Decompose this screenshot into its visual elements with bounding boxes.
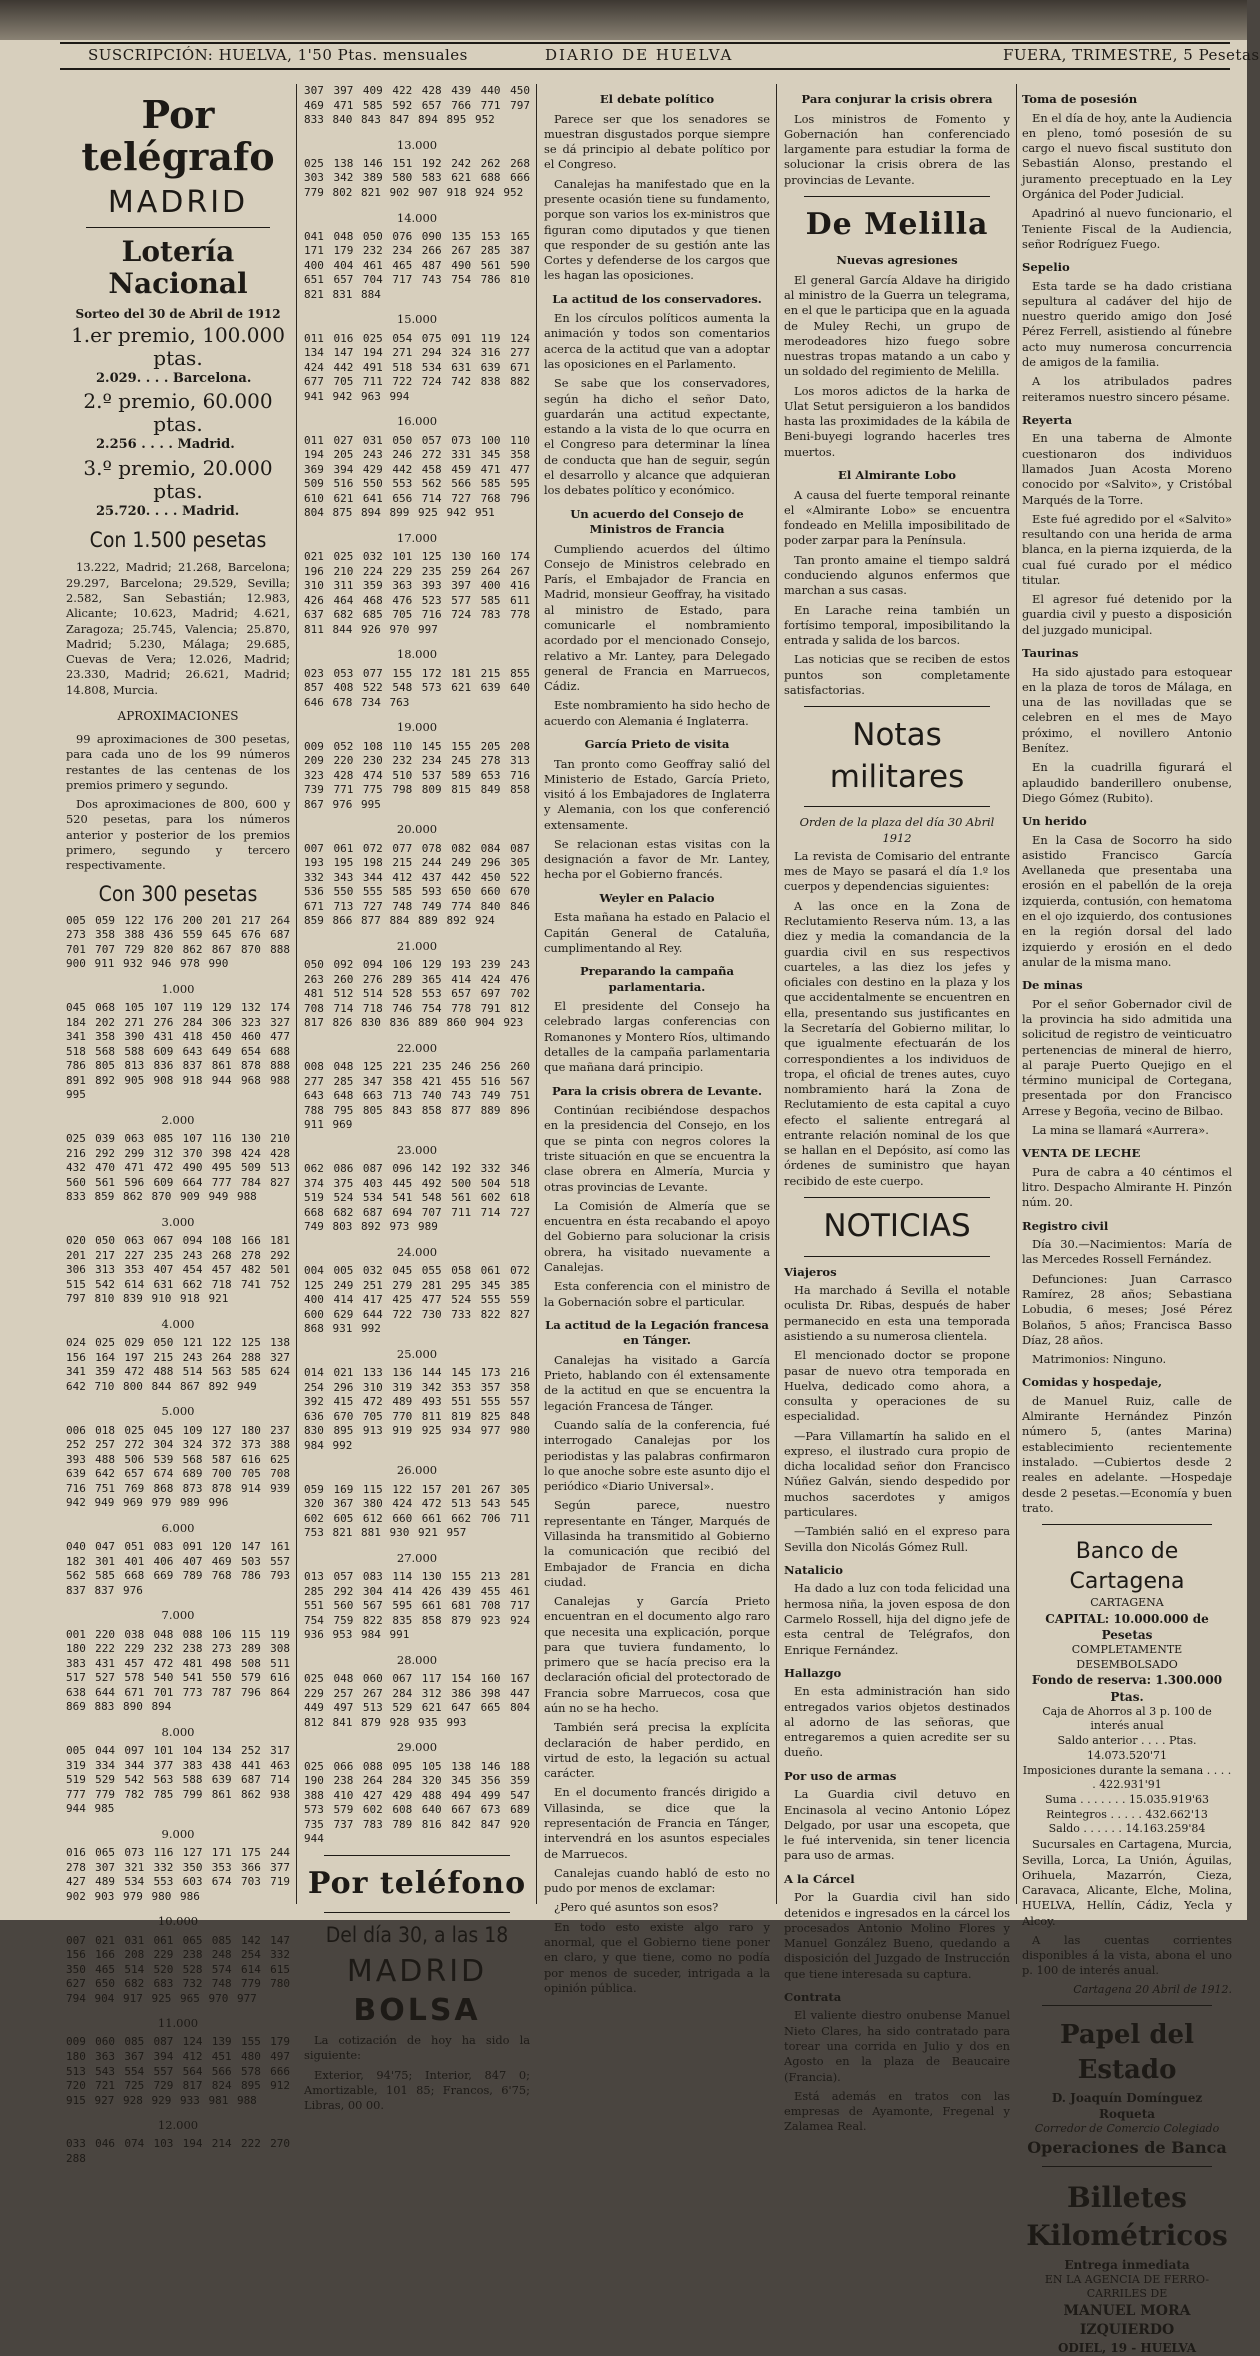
article-paragraph: Se relacionan estas visitas con la designación a favor de Mr. Lantey, hecha por el Gobierno francés.: [544, 836, 770, 882]
article-title: El debate político: [599, 92, 715, 106]
news-item-title: Un herido: [1022, 814, 1087, 829]
number-row: 013 057 083 114 130 155 213 281 285 292 304 414 426 439 455 461 551 560 567 595 661 681 708 717 754 759 822 835 858 879 923 924 936 953 984 991: [304, 1570, 530, 1642]
news-item-paragraph: El agresor fué detenido por la guardia civil y puesto a disposición del juzgado municipal.: [1022, 592, 1232, 637]
thousand-heading: 6.000: [161, 1520, 195, 1535]
article-paragraph: En todo esto existe algo raro y anormal, que el Gobierno tiene poner en claro, y que tiene, como no podía por menos de suceder, intrigada a la opinión pública.: [544, 1919, 770, 1995]
article-paragraph: Los moros adictos de la harka de Ulat Setut persiguieron a los bandidos hasta las proximidades de la kábila de Beni-buyegi logrando hacerles tres muertos.: [784, 383, 1010, 459]
thousand-heading: 9.000: [161, 1826, 195, 1841]
article-paragraph: Tan pronto amaine el tiempo saldrá conduciendo algunos enfermos que marchan a sus casas.: [784, 552, 1010, 598]
section-title-telegraph: Por telégrafo: [81, 92, 275, 179]
news-item-title: Contrata: [784, 1989, 842, 2004]
news-item-paragraph: Ha dado a luz con toda felicidad una hermosa niña, la joven esposa de don Carmelo Rossell, hija del digno jefe de esta central de Telégrafos, don Enrique Fernández.: [784, 1581, 1010, 1657]
bank-figure-row: Suma . . . . . . . 15.035.919'63: [1044, 1793, 1210, 1807]
broker-name: D. Joaquín Domínguez Roqueta: [1051, 2091, 1203, 2122]
first-prize: 1.er premio, 100.000 ptas.: [71, 323, 285, 371]
thousand-heading: 21.000: [396, 938, 438, 953]
news-item-paragraph: En la cuadrilla figurará el aplaudido banderillero onubense, Diego Gómez (Rubito).: [1022, 760, 1232, 805]
news-item-paragraph: Día 30.—Nacimientos: María de las Mercedes Rossell Fernández.: [1022, 1237, 1232, 1267]
article-paragraph: ¿Pero qué asuntos son esos?: [554, 1900, 719, 1915]
thousand-heading: 18.000: [396, 647, 438, 662]
thousand-heading: 24.000: [396, 1244, 438, 1259]
number-list-continued: [304, 138, 530, 1847]
news-item-paragraph: Ha sido ajustado para estoquear en la plaza de toros de Málaga, en una de las novilladas que se celebren en el mes de Mayo próximo, el novillero Antonio Benítez.: [1022, 664, 1232, 755]
number-row: 005 059 122 176 200 201 217 264 273 358 388 436 559 645 676 687 701 707 729 820 862 867 870 888 900 911 932 946 978 990: [66, 913, 290, 971]
thousand-heading: 2.000: [161, 1112, 195, 1127]
thousand-heading: 8.000: [161, 1724, 195, 1739]
bank-branches: Sucursales en Cartagena, Murcia, Sevilla, Lorca, La Unión, Águilas, Orihuela, Mazarrón, Cieza, Caravaca, Alicante, Elche, Molina, HUELVA, Hellín, Cádiz, Yecla y Alcoy.: [1022, 1837, 1232, 1928]
article-paragraph: Continúan recibiéndose despachos en la presidencia del Consejo, en los que se pinta con negros colores la triste situación en que se encuentra la clase obrera en Almería, Murcia y otras provincias de Levante.: [544, 1103, 770, 1194]
thousand-heading: 7.000: [161, 1608, 195, 1623]
number-row: 025 048 060 067 117 154 160 167 229 257 267 284 312 386 398 447 449 497 513 529 621 647 665 804 812 841 879 928 935 993: [304, 1672, 530, 1729]
article-paragraph: Cuando salía de la conferencia, fué interrogado Canalejas por los periodistas y las palabras confirmaron lo que anoche sobre este asunto dijo el periódico «Diario Universal».: [544, 1417, 770, 1494]
number-row: 021 025 032 101 125 130 160 174 196 210 224 229 235 259 264 267 310 311 359 363 393 397 400 416 426 464 468 476 523 577 585 611 637 682 685 705 716 724 783 778 811 844 926 970 997: [304, 550, 530, 636]
number-row: 005 044 097 101 104 134 252 317 319 334 344 377 383 438 441 463 519 529 542 563 588 639 687 714 777 779 782 785 799 861 862 938 944 985: [66, 1744, 290, 1816]
bank-figure-row: Imposiciones durante la semana . . . . . 422.931'91: [1022, 1763, 1232, 1792]
article-title: García Prieto de visita: [584, 736, 730, 751]
number-row: 016 065 073 116 127 171 175 244 278 307 321 332 350 353 366 377 427 489 534 553 603 674 703 719 902 903 979 980 986: [66, 1846, 290, 1903]
article-paragraph: Esta conferencia con el ministro de la Gobernación sobre el particular.: [544, 1279, 770, 1309]
article-paragraph: El general García Aldave ha dirigido al ministro de la Guerra un telegrama, en el que le participa que en la aguada de Muley Rechi, un grupo de merodeadores hizo fuego sobre nuestras tropas matando a un cabo y un soldado del regimiento de Melilla.: [784, 272, 1010, 379]
news-item-paragraph: Apadrinó al nuevo funcionario, el Teniente Fiscal de la Audiencia, señor Rodríguez Fuego.: [1022, 206, 1232, 251]
number-row: 059 169 115 122 157 201 267 305 320 367 380 424 472 513 543 545 602 605 612 660 661 662 706 711 753 821 881 930 921 957: [304, 1482, 530, 1540]
article-title: Weyler en Palacio: [599, 890, 715, 905]
news-item-paragraph: La mina se llamará «Aurrera».: [1032, 1122, 1209, 1137]
thousand-heading: 4.000: [161, 1316, 195, 1331]
thousand-heading: 14.000: [396, 210, 438, 225]
article-paragraph: También será precisa la explícita declaración de haber perdido, en virtud de esto, la legación su actual carácter.: [544, 1720, 770, 1781]
bolsa-values: Exterior, 94'75; Interior, 847 0; Amortizable, 101 85; Francos, 6'75; Libras, 00 00.: [304, 2067, 530, 2113]
section-title-telephone: Por teléfono: [307, 1865, 527, 1901]
number-row: 004 005 032 045 055 058 061 072 125 249 251 279 281 295 345 385 400 414 417 425 477 524 555 559 600 629 644 722 730 733 822 827 868 931 992: [304, 1264, 530, 1336]
number-row: 041 048 050 076 090 135 153 165 171 179 232 234 266 267 285 387 400 404 461 465 487 490 561 590 651 657 704 717 743 754 786 810 821 831 884: [304, 229, 530, 301]
article-paragraph: Tan pronto como Geoffray salió del Ministerio de Estado, García Prieto, visitó á los Embajadores de Inglaterra y Alemania, con los que conferenció extensamente.: [544, 756, 770, 832]
thousand-heading: 13.000: [396, 137, 438, 152]
article-title: La actitud de los conservadores.: [552, 291, 762, 306]
news-item-paragraph: de Manuel Ruiz, calle de Almirante Hernández Pinzón número 5, (antes Marina) establecimiento recientemente instalado. —Cubiertos desde 2 reales en adelante. —Hospedaje desde 2 pesetas.—Economía y buen trato.: [1022, 1393, 1232, 1515]
news-item-paragraph: Esta tarde se ha dado cristiana sepultura al cadáver del hijo de nuestro querido amigo don José Pérez Ferrell, asistiendo al fúnebre acto muy numerosa concurrencia de amigos de la familia.: [1022, 278, 1232, 369]
column-lottery: [66, 84, 290, 2165]
news-items: [784, 1265, 1010, 2135]
news-item-title: De minas: [1022, 978, 1083, 993]
news-item-paragraph: En una taberna de Almonte cuestionaron dos individuos llamados Juan Acosta Moreno conocido por «Salvito», y Cristóbal Marqués de la Torre.: [1022, 431, 1232, 507]
column-numbers: [304, 84, 530, 2113]
news-item-paragraph: —También salió en el expreso para Sevilla don Nicolás Gómez Rull.: [784, 1524, 1010, 1554]
divider: [324, 1855, 510, 1856]
third-prize-number: 25.720. . . . Madrid.: [96, 503, 240, 519]
tickets-ad-line: EN LA AGENCIA DE FERRO-CARRILES DE: [1044, 2272, 1210, 2301]
heading-1500: Con 1.500 pesetas: [89, 528, 267, 553]
news-item-paragraph: Por la Guardia civil han sido detenidos e ingresados en la cárcel los procesados Antonio Molino Flores y Manuel González Bueno, quedando a disposición del Juzgado de Instrucción que tiene interesada su captura.: [784, 1890, 1010, 1981]
divider: [804, 806, 990, 807]
header-bottom-rule: [60, 68, 1230, 70]
thousand-heading: 3.000: [161, 1214, 195, 1229]
bank-ad-city: CARTAGENA: [1090, 1596, 1164, 1610]
divider: [86, 227, 270, 228]
news-item-title: Por uso de armas: [784, 1768, 897, 1783]
thousand-heading: 11.000: [157, 2016, 199, 2031]
news-item-paragraph: —Para Villamartín ha salido en el expreso, el ilustrado cura propio de dicha localidad señor don Francisco Núñez Galván, siendo despedido por muchos sacerdotes y amigos particulares.: [784, 1428, 1010, 1520]
column-divider: [776, 84, 777, 1904]
news-item-title: A la Cárcel: [784, 1871, 855, 1886]
third-prize: 3.º premio, 20.000 ptas.: [83, 455, 273, 503]
divider: [804, 706, 990, 707]
article-paragraph: Canalejas ha manifestado que en la presente ocasión tiene su fundamento, porque son varios los ex-ministros que figuran como diputados y que tienen que responder de su gestión ante las Cortes y defenderse de los cargos que les hagan las oposiciones.: [544, 176, 770, 283]
article-title: Para la crisis obrera de Levante.: [551, 1083, 763, 1098]
draw-date: Sorteo del 30 de Abril de 1912: [75, 306, 281, 321]
news-item-paragraph: Por el señor Gobernador civil de la provincia ha sido admitida una solicitud de registro de veinticuatro pertenencias de mineral de hierro, al paraje Puerto Quejigo en el término municipal de Cortegana, presentada por don Francisco Arrese y Begoña, vecino de Bilbao.: [1022, 996, 1232, 1118]
news-item-paragraph: A los atribulados padres reiteramos nuestro sincero pésame.: [1022, 374, 1232, 404]
broker-role: Corredor de Comercio Colegiado: [1034, 2122, 1220, 2136]
news-item-title: Natalicio: [784, 1562, 843, 1577]
number-row: 040 047 051 083 091 120 147 161 182 301 401 406 407 469 503 557 562 585 668 669 789 768 786 793 837 837 976: [66, 1540, 290, 1597]
news-item-paragraph: Está además en tratos con las empresas de Ayamonte, Fregenal y Zalamea Real.: [784, 2088, 1010, 2134]
number-row: 033 046 074 103 194 214 222 270 288: [66, 2137, 290, 2165]
bank-figure-row: Saldo anterior . . . . Ptas. 14.073.520'71: [1057, 1734, 1197, 1762]
article-paragraph: Este nombramiento ha sido hecho de acuerdo con Alemania é Inglaterra.: [544, 698, 770, 728]
news-item-paragraph: Este fué agredido por el «Salvito» resultando con una herida de arma blanca, en la pierna izquierda, de la cual fué curado por el médico titular.: [1022, 511, 1232, 587]
lottery-heading: Lotería Nacional: [108, 234, 248, 300]
column-divider: [1016, 84, 1017, 1904]
divider: [1042, 2005, 1212, 2006]
article-paragraph: Cumpliendo acuerdos del último Consejo de Ministros celebrado en París, el Embajador de Francia en Madrid, monsieur Geoffray, ha visitado al ministro de Estado, para comunicarle el nombramiento acordado por el mencionado Consejo, relativo a Mr. Lantey, para Delegado general de Francia en Marruecos, Cádiz.: [544, 541, 770, 694]
article-paragraph: A causa del fuerte temporal reinante el «Almirante Lobo» se encuentra fondeado en Melilla imposibilitado de poder zarpar para la Península.: [784, 487, 1010, 548]
news-item-title: Sepelio: [1022, 260, 1070, 275]
thousand-heading: 1.000: [161, 981, 195, 996]
second-prize: 2.º premio, 60.000 ptas.: [83, 389, 273, 437]
number-row: 007 021 031 061 065 085 142 147 156 166 208 229 238 248 254 332 350 465 514 520 528 574 614 615 627 650 682 683 732 748 779 780 794 904 917 925 965 970 977: [66, 1933, 290, 2005]
number-row: 025 039 063 085 107 116 130 210 216 292 299 312 370 398 424 428 432 470 471 472 490 495 509 513 560 561 596 609 664 777 784 827 833 859 862 870 909 949 988: [66, 1132, 290, 1204]
news-item-paragraph: Defunciones: Juan Carrasco Ramírez, 28 años; Sebastiana Lobudia, 6 meses; José Pérez Bolaños, 5 años; Francisca Basso Díaz, 28 años.: [1022, 1271, 1232, 1347]
news-item-paragraph: El valiente diestro onubense Manuel Nieto Clares, ha sido contratado para torear una corrida en Julio y dos en Agosto en la plaza de Beaucaire (Francia).: [784, 2008, 1010, 2084]
news-item-paragraph: Matrimonios: Ninguno.: [1032, 1352, 1167, 1367]
header-subscription: SUSCRIPCIÓN: HUELVA, 1'50 Ptas. mensuales: [88, 46, 468, 64]
article-paragraph: Canalejas ha visitado a García Prieto, hablando con él extensamente de la actitud en que se encuentra la legación Francesa de Tánger.: [544, 1352, 770, 1413]
bolsa-heading: BOLSA: [353, 1993, 481, 2029]
news-item-paragraph: La Guardia civil detuvo en Encinasola al vecino Antonio López Delgado, por usar una escopeta, que le fué intervenida, sin tener licencia para uso de armas.: [784, 1787, 1010, 1863]
bank-capital: CAPITAL: 10.000.000 de Pesetas: [1045, 1611, 1209, 1642]
section-title-military: Notas militares: [829, 717, 965, 795]
article-title: Para conjurar la crisis obrera: [801, 92, 993, 106]
article-paragraph: Canalejas cuando habló de esto no pudo por menos de exclamar:: [544, 1865, 770, 1896]
divider: [1042, 1524, 1212, 1525]
article-paragraph: Se sabe que los conservadores, según ha dicho el señor Dato, guardarán una actitud expectante, estando a la vista de lo que ocurra en el Congreso para determinar la línea de conducta que han de seguir, según el desarrollo y alcance que adquieran los debates político y económico.: [544, 376, 770, 498]
article-paragraph: Parece ser que los senadores se muestran disgustados porque siempre se dá principio al debate político por el Congreso.: [544, 111, 770, 172]
number-row: 009 060 085 087 124 139 155 179 180 363 367 394 412 451 480 497 513 543 554 557 564 566 578 666 720 721 725 729 817 824 895 912 915 927 928 929 933 981 988: [66, 2035, 290, 2107]
bank-figure-row: Reintegros . . . . . 432.662'13: [1046, 1807, 1208, 1821]
tickets-ad-address: ODIEL, 19 - HUELVA: [1057, 2340, 1197, 2355]
news-item-paragraph: En la Casa de Socorro ha sido asistido Francisco García Avellaneda que presentaba una erosión en el pabellón de la oreja izquierda, contusión, con hematoma en el ojo izquierdo, dos contusiones en la región dorsal del lado izquierdo y erosión en el dedo anular de la misma mano.: [1022, 832, 1232, 969]
state-paper-ad-title: Papel del Estado: [1060, 2020, 1194, 2086]
list-1500: 13.222, Madrid; 21.268, Barcelona; 29.297, Barcelona; 29.529, Sevilla; 2.582, San Sebastián; 12.983, Alicante; 10.623, Madrid; 4.621, Zaragoza; 25.745, Valencia; 25.870, Madrid; 5.230, Málaga; 29.685, Cuevas de Vera; 12.026, Madrid; 23.330, Madrid; 26.621, Madrid; 14.808, Murcia.: [66, 560, 290, 697]
approximations-heading: APROXIMACIONES: [117, 708, 239, 723]
bank-savings: Caja de Ahorros al 3 p. 100 de interés anual: [1042, 1704, 1212, 1733]
article-paragraph: A las once en la Zona de Reclutamiento Reserva núm. 13, a las diez y media la comandancia de la guardia civil en sus respectivos cuarteles, a las diez los jefes y oficiales con destino en la plaza y los que accidentalmente se encuentren en ella, presentando sus justificantes en la Secretaría del Gobierno militar, lo que igualmente efectuarán de los correspondientes a los individuos de tropa, el oficial de trenes autes, cuyo nombramiento hará la Zona de Reclutamiento de esta capital a cuyo efecto el saliente entregará al entrante relación nominal de los que se hallan en el Depósito, así como las órdenes de suministro que hayan recibido de este cuerpo.: [784, 898, 1010, 1188]
military-order-date: Orden de la plaza del día 30 Abril 1912: [799, 815, 995, 845]
bank-ad-title: Banco de Cartagena: [1069, 1539, 1185, 1594]
section-title-melilla: De Melilla: [805, 206, 989, 242]
divider: [324, 1912, 510, 1913]
column-local: [1022, 84, 1232, 2355]
thousand-heading: 23.000: [396, 1142, 438, 1157]
news-item-paragraph: En el día de hoy, ante la Audiencia en pleno, tomó posesión de su cargo el nuevo fiscal sustituto don Sebastián Alonso, prestando el juramento preceptuado en la Ley Orgánica del Poder Judicial.: [1022, 110, 1232, 201]
news-item-title: Registro civil: [1022, 1218, 1109, 1233]
article-paragraph: Canalejas y García Prieto encuentran en el documento algo raro que necesita una explicación, porque para que tuviera fundamento, lo primero que se hacía preciso era la declaración oficial del protectorado de Francia sobre Marruecos, cosa que aún no se ha hecho.: [544, 1594, 770, 1716]
article-paragraph: En el documento francés dirigido a Villasinda, se dice que la representación de Francia en Tánger, intervendrá en los asuntos especiales de Marruecos.: [544, 1785, 770, 1861]
divider: [1042, 2166, 1212, 2167]
news-item-title: Viajeros: [784, 1264, 837, 1279]
news-item-paragraph: Pura de cabra a 40 céntimos el litro. Despacho Almirante H. Pinzón núm. 20.: [1022, 1164, 1232, 1210]
bank-reserve: Fondo de reserva: 1.300.000 Ptas.: [1031, 1673, 1223, 1704]
approximations-text: Dos aproximaciones de 800, 600 y 520 pesetas, para los números anterior y posterior de los premios primero, segundo y tercero respectivamente.: [66, 797, 290, 873]
news-item-title: Taurinas: [1022, 646, 1079, 661]
divider: [804, 1256, 990, 1257]
article-paragraph: La Comisión de Almería que se encuentra en ésta recabando el apoyo del Gobierno para solucionar la crisis obrera, ha visitado nuevamente a Canalejas.: [544, 1198, 770, 1274]
broker-operations: Operaciones de Banca: [1027, 2138, 1227, 2158]
divider: [804, 1197, 990, 1198]
column-divider: [536, 84, 537, 1904]
divider: [804, 196, 990, 197]
article-title: El Almirante Lobo: [838, 468, 956, 483]
number-row: 009 052 108 110 145 155 205 208 209 220 230 232 234 245 278 313 323 428 474 510 537 589 653 716 739 771 775 798 809 815 849 858 867 976 995: [304, 739, 530, 811]
number-row: 001 220 038 048 088 106 115 119 180 222 229 232 238 273 289 308 383 431 457 472 481 498 508 511 517 527 578 540 541 550 579 616 638 644 671 701 773 787 796 864 869 883 890 894: [66, 1627, 290, 1714]
thousand-heading: 22.000: [396, 1040, 438, 1055]
news-item-title: Hallazgo: [784, 1665, 842, 1680]
number-row: 025 066 088 095 105 138 146 188 190 238 264 284 320 345 356 359 388 410 427 429 488 494 499 547 573 579 602 608 640 667 673 689 735 737 783 789 816 842 847 920 944: [304, 1759, 530, 1846]
header-top-rule: [60, 42, 1230, 44]
telephone-date: Del día 30, a las 18: [325, 1922, 509, 1947]
second-prize-number: 2.256 . . . . Madrid.: [96, 437, 235, 453]
thousand-heading: 26.000: [396, 1463, 438, 1478]
article-paragraph: La revista de Comisario del entrante mes de Mayo se pasará el día 1.º los cuerpos y dependencias siguientes:: [784, 848, 1010, 894]
tickets-ad-title: Billetes Kilométricos: [1026, 2181, 1228, 2252]
thousand-heading: 15.000: [396, 312, 438, 327]
bank-figure-row: Saldo . . . . . . 14.163.259'84: [1048, 1822, 1206, 1836]
header-masthead: DIARIO DE HUELVA: [545, 46, 734, 64]
thousand-heading: 27.000: [396, 1550, 438, 1565]
thousand-heading: 5.000: [161, 1404, 195, 1419]
page-top-edge: [0, 0, 1247, 40]
telephone-city: MADRID: [346, 1954, 488, 1990]
approximations-text: 99 aproximaciones de 300 pesetas, para cada uno de los 99 números restantes de las centenas de los premios primero y segundo.: [66, 732, 290, 792]
thousand-heading: 17.000: [396, 530, 438, 545]
number-row: 307 397 409 422 428 439 440 450 469 471 585 592 657 766 771 797 833 840 843 847 894 895 952: [304, 84, 530, 127]
heading-300: Con 300 pesetas: [98, 881, 258, 906]
article-paragraph: Según parece, nuestro representante en Tánger, Marqués de Villasinda ha transmitido al Gobierno la comunicación que recibió del Embajador de Francia en dicha ciudad.: [544, 1498, 770, 1589]
news-item-title: VENTA DE LECHE: [1022, 1146, 1141, 1161]
number-row: 050 092 094 106 129 193 239 243 263 260 276 289 365 414 424 476 481 512 514 528 553 657 697 702 708 714 718 746 754 778 791 812 817 826 830 836 889 860 904 923: [304, 958, 530, 1030]
tickets-ad-subtitle: Entrega inmediata: [1064, 2257, 1190, 2272]
thousand-heading: 12.000: [157, 2118, 199, 2133]
bank-note: A las cuentas corrientes disponibles á la vista, abona el uno p. 100 de interés anual.: [1022, 1932, 1232, 1978]
news-item-title: Reyerta: [1022, 412, 1073, 427]
thousand-heading: 10.000: [157, 1914, 199, 1929]
first-prize-number: 2.029. . . . Barcelona.: [96, 371, 252, 387]
number-row: 011 016 025 054 075 091 119 124 134 147 194 271 294 324 316 277 424 442 491 518 534 631 639 671 677 705 711 722 724 742 838 882 941 942 963 994: [304, 331, 530, 403]
article-title: Preparando la campaña parlamentaria.: [579, 964, 735, 994]
column-divider: [296, 84, 297, 1904]
bank-paid: COMPLETAMENTE DESEMBOLSADO: [1071, 1642, 1183, 1671]
article-title: La actitud de la Legación francesa en Tánger.: [545, 1317, 769, 1348]
bolsa-intro: La cotización de hoy ha sido la siguiente:: [304, 2033, 530, 2063]
article-paragraph: Esta mañana ha estado en Palacio el Capitán General de Cataluña, cumplimentando al Rey.: [544, 910, 770, 955]
article-paragraph: Las noticias que se reciben de estos puntos son completamente satisfactorias.: [784, 652, 1010, 697]
thousand-heading: 29.000: [396, 1740, 438, 1755]
column-news: [784, 84, 1010, 2134]
bank-figures: [1022, 1734, 1232, 1837]
number-row: 024 025 029 050 121 122 125 138 156 164 197 215 243 264 288 327 341 359 472 488 514 563 585 624 642 710 800 844 867 892 949: [66, 1336, 290, 1393]
news-item-paragraph: El mencionado doctor se propone pasar de nuevo otra temporada en Huelva, dedicado como ahora, a consulta y operaciones de su especialidad.: [784, 1348, 1010, 1424]
news-item-paragraph: En esta administración han sido entregados varios objetos destinados al adorno de las señoras, que entregaremos a quien acredite ser su dueño.: [784, 1684, 1010, 1760]
column-politics: [544, 84, 770, 1995]
thousand-heading: 20.000: [396, 822, 438, 837]
thousand-heading: 25.000: [396, 1346, 438, 1361]
number-row: 014 021 133 136 144 145 173 216 254 296 310 319 342 353 357 358 392 415 472 489 493 551 555 557 636 670 705 770 811 819 825 848 830 895 913 919 925 934 977 980 984 992: [304, 1366, 530, 1452]
article-paragraph: En Larache reina también un fortísimo temporal, imposibilitando la entrada y salida de los barcos.: [784, 602, 1010, 648]
article-paragraph: El presidente del Consejo ha celebrado largas conferencias con Romanones y Montero Ríos, ultimando detalles de la campaña parlamentaria que mañana dará principio.: [544, 999, 770, 1075]
article-title: Un acuerdo del Consejo de Ministros de Francia: [570, 506, 744, 537]
news-item-title: Comidas y hospedaje,: [1022, 1375, 1162, 1390]
number-row: 006 018 025 045 109 127 180 237 252 257 272 304 324 372 373 388 393 488 506 539 568 587 616 625 639 642 657 674 689 700 705 708 716 751 769 868 873 878 914 939 942 949 969 979 989 996: [66, 1423, 290, 1510]
number-row: 008 048 125 221 235 246 256 260 277 285 347 358 421 455 516 567 643 648 663 713 740 743 749 751 788 795 805 843 858 877 889 896 911 969: [304, 1060, 530, 1132]
header-subscription-outside: FUERA, TRIMESTRE, 5 Pesetas: [1003, 46, 1260, 64]
number-row: 023 053 077 155 172 181 215 855 857 408 522 548 573 621 639 640 646 678 734 763: [304, 666, 530, 709]
article-title: Nuevas agresiones: [836, 253, 958, 268]
tickets-ad-agent: MANUEL MORA IZQUIERDO: [1063, 2303, 1191, 2338]
number-row: 045 068 105 107 119 129 132 174 184 202 271 276 284 306 323 327 341 358 390 431 418 450 460 477 518 568 588 609 643 649 654 688 786 805 813 836 837 861 878 888 891 892 905 908 918 944 968 988 995: [66, 1001, 290, 1102]
number-row: 020 050 063 067 094 108 166 181 201 217 227 235 243 268 278 292 306 313 353 407 454 457 482 501 515 542 614 631 662 718 741 752 797 810 839 910 918 921: [66, 1234, 290, 1306]
number-row: 025 138 146 151 192 242 262 268 303 342 389 580 583 621 688 666 779 802 821 902 907 918 924 952: [304, 156, 530, 199]
number-row: 007 061 072 077 078 082 084 087 193 195 198 215 244 249 296 305 332 343 344 412 437 442 450 522 536 550 555 585 593 650 660 670 671 713 727 748 749 774 840 846 859 866 877 884 889 892 924: [304, 841, 530, 928]
number-row: 062 086 087 096 142 192 332 346 374 375 403 445 492 500 504 518 519 524 534 541 548 561 602 618 668 682 687 694 707 711 714 727 749 803 892 973 989: [304, 1162, 530, 1234]
article-paragraph: Los ministros de Fomento y Gobernación han conferenciado largamente para estudiar la forma de solucionar la crisis obrera de las provincias de Levante.: [784, 111, 1010, 187]
thousand-heading: 19.000: [396, 720, 438, 735]
city-heading: MADRID: [107, 184, 249, 220]
section-title-noticias: NOTICIAS: [823, 1208, 971, 1245]
news-item-title: Toma de posesión: [1022, 92, 1138, 106]
thousand-heading: 28.000: [396, 1652, 438, 1667]
news-item-paragraph: Ha marchado á Sevilla el notable oculista Dr. Ribas, después de haber permanecido en esta una temporada asistiendo a su numerosa clientela.: [784, 1283, 1010, 1343]
thousand-heading: 16.000: [396, 414, 438, 429]
number-row: 011 027 031 050 057 073 100 110 194 205 243 246 272 331 345 358 369 394 429 442 458 459 471 477 509 516 550 553 562 566 585 595 610 621 641 656 714 727 768 796 804 875 894 899 925 942 951: [304, 433, 530, 520]
local-items: [1022, 92, 1232, 1516]
bank-date: Cartagena 20 Abril de 1912.: [1073, 1982, 1232, 1996]
article-paragraph: En los círculos políticos aumenta la animación y todos son comentarios acerca de la actitud que van a adoptar las oposiciones en el Parlamento.: [544, 311, 770, 371]
number-list-300: [66, 914, 290, 2167]
